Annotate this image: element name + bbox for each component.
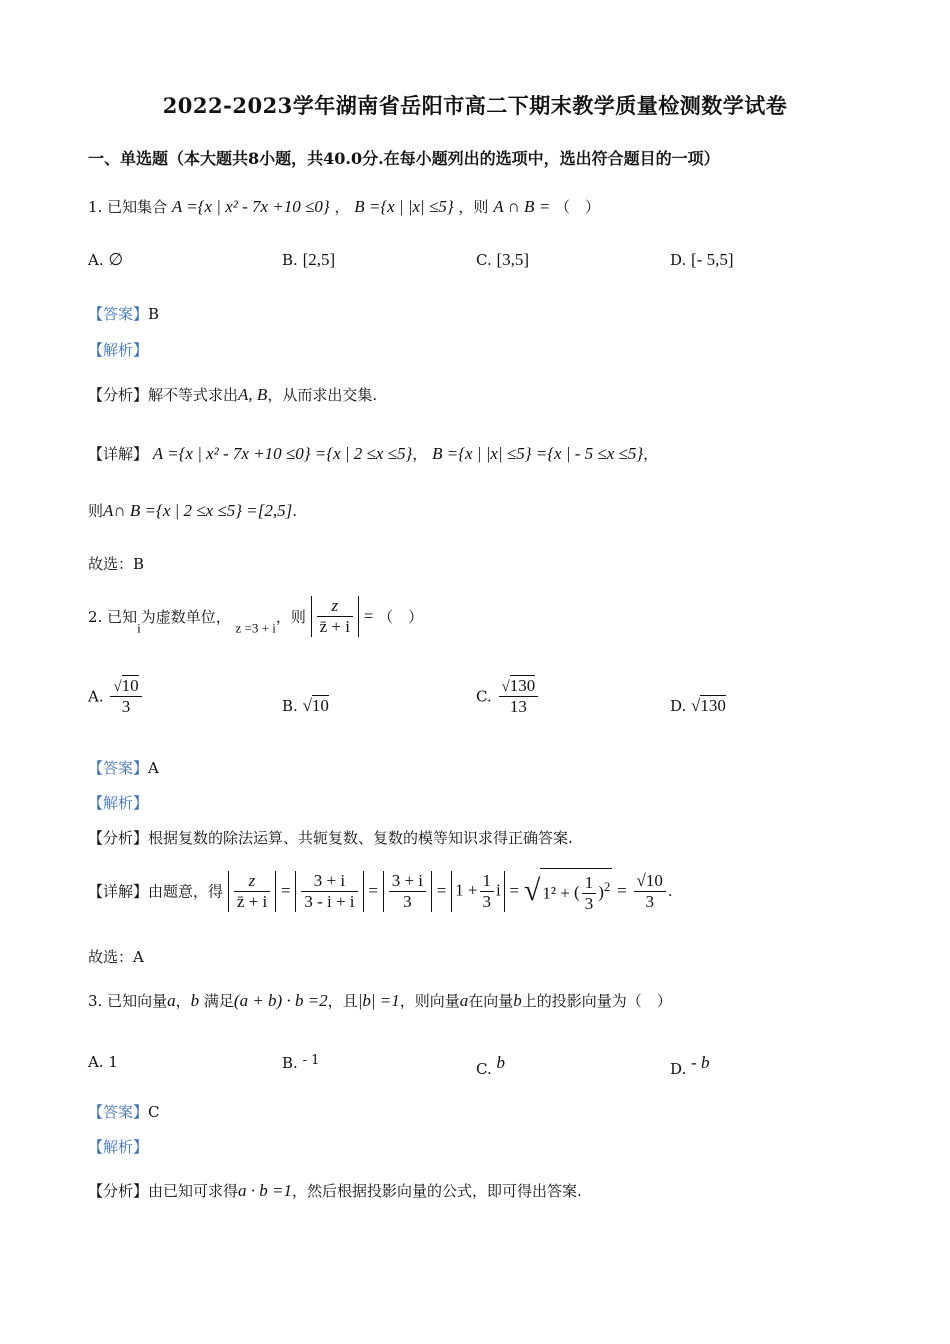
q2-choose: 故选：A bbox=[88, 948, 144, 966]
sqrt-radicand: 10 bbox=[311, 696, 329, 715]
q3-option-c bbox=[476, 1053, 505, 1078]
frac-den: 3 bbox=[482, 891, 491, 911]
q2-option-a bbox=[88, 676, 144, 717]
q3-option-a bbox=[88, 1053, 118, 1071]
q3-stem bbox=[88, 990, 672, 1011]
frac-num: √10 bbox=[634, 871, 666, 892]
q2-eq: = bbox=[363, 606, 374, 626]
analysis-text: 由已知可求得 bbox=[148, 1182, 239, 1200]
detail-frac-1 bbox=[234, 871, 270, 912]
detail-one: 1 + bbox=[455, 879, 478, 899]
q1-option-d bbox=[670, 250, 734, 270]
frac-den: z̄ + i bbox=[319, 617, 350, 636]
option-value: ∅ bbox=[108, 250, 124, 269]
frac-num: 3 + i bbox=[301, 871, 357, 892]
option-value: [3,5] bbox=[496, 250, 530, 269]
frac-den: 3 bbox=[121, 697, 131, 716]
q1-jiexi: 【解析】 bbox=[88, 341, 149, 359]
analysis-text-end: ，从而求出交集. bbox=[267, 386, 378, 404]
frac-den: 13 bbox=[509, 697, 527, 716]
detail-frac-4 bbox=[480, 871, 495, 912]
analysis-tag: 【分析】 bbox=[88, 386, 149, 404]
q2-jiexi: 【解析】 bbox=[88, 794, 149, 812]
option-fraction bbox=[110, 676, 141, 717]
detail-comma: ， bbox=[643, 445, 659, 463]
q1-choose: 故选：B bbox=[88, 555, 145, 573]
q3-stem-satisfy: 满足 bbox=[203, 992, 234, 1010]
q1-option-a bbox=[88, 250, 123, 270]
q3-analysis bbox=[88, 1180, 582, 1201]
q1-stem bbox=[88, 196, 600, 217]
q1-stem-text: 1. 已知集合 bbox=[88, 198, 168, 216]
option-label: D. bbox=[670, 697, 687, 715]
q1-detail-result bbox=[88, 500, 297, 521]
q2-i: i bbox=[137, 620, 141, 636]
analysis-math: a · b =1 bbox=[238, 1181, 293, 1200]
q3-vec-b2: b bbox=[513, 991, 522, 1010]
detail-comma: ， bbox=[412, 445, 428, 463]
detail-frac-result bbox=[634, 871, 666, 912]
sqrt-radicand: 130 bbox=[700, 696, 726, 715]
frac-num: z bbox=[317, 596, 353, 617]
option-value: b bbox=[496, 1053, 505, 1072]
option-value: [- 5,5] bbox=[691, 250, 734, 269]
frac-den: 3 bbox=[403, 891, 412, 911]
detail-math-c: A∩ B ={x | 2 ≤x ≤5} =[2,5] bbox=[103, 501, 293, 520]
answer-value: B bbox=[148, 305, 160, 323]
detail-then: 则 bbox=[88, 502, 104, 520]
detail-abs-2 bbox=[295, 871, 363, 912]
detail-tag: 【详解】 bbox=[88, 445, 149, 463]
option-label: D. bbox=[670, 251, 687, 269]
q3-vec-b: b bbox=[190, 991, 200, 1010]
detail-sqrt: √ 1² + ( $\frac{1}{3}$ )$^2$ bbox=[524, 868, 613, 914]
q2-answer bbox=[88, 757, 159, 778]
q3-vec-a: a bbox=[167, 991, 176, 1010]
q2-stem-unit: 为虚数单位， bbox=[140, 608, 231, 626]
q1-option-c bbox=[476, 250, 529, 270]
detail-frac-5 bbox=[582, 873, 597, 914]
section-heading: 一、单选题（本大题共8小题，共40.0分.在每小题列出的选项中，选出符合题目的一项） bbox=[88, 149, 720, 168]
q3-jiexi: 【解析】 bbox=[88, 1138, 149, 1156]
detail-frac-3 bbox=[389, 871, 426, 912]
frac-num: √130 bbox=[499, 676, 539, 697]
option-label: B. bbox=[282, 1054, 298, 1072]
answer-tag: 【答案】 bbox=[88, 759, 149, 777]
q3-stem-text: 3. 已知向量 bbox=[88, 992, 168, 1010]
analysis-tag: 【分析】 bbox=[88, 1182, 149, 1200]
detail-text: 由题意，得 bbox=[148, 882, 224, 901]
frac-num: z bbox=[234, 871, 270, 892]
q1-detail bbox=[88, 443, 658, 464]
q2-option-b: B. √10 bbox=[282, 696, 329, 715]
detail-abs-3 bbox=[383, 871, 432, 912]
frac-num: 1 bbox=[480, 871, 495, 892]
q3-condition-2: |b| =1 bbox=[357, 991, 400, 1010]
frac-num: 3 + i bbox=[389, 871, 426, 892]
q3-sep: ， bbox=[175, 992, 191, 1010]
answer-tag: 【答案】 bbox=[88, 305, 149, 323]
q1-stem-then: ，则 bbox=[458, 198, 489, 216]
detail-math-b: B ={x | |x| ≤5} ={x | - 5 ≤x ≤5} bbox=[432, 444, 644, 463]
option-label: C. bbox=[476, 687, 492, 706]
q2-detail: 【详解】由题意，得 $\frac{z}{z̄ + i}$ = $\frac{3 + i}{3 - i + i}$ = $\frac{3 + i}{3}$ = 1 + $\frac{1}{3}$ i = √ 1² + ( $\frac{1}{3}$ )$^2$ = $\frac{√10}{3}$ . bbox=[88, 868, 673, 914]
exam-title: 2022-2023学年湖南省岳阳市高二下期末教学质量检测数学试卷 bbox=[162, 93, 788, 118]
q2-z-def: z =3 + i bbox=[235, 620, 276, 636]
option-label: C. bbox=[476, 251, 492, 269]
q3-stem-vector: ，则向量 bbox=[399, 992, 460, 1010]
analysis-text: 解不等式求出 bbox=[148, 386, 239, 404]
q3-stem-on: 在向量 bbox=[468, 992, 514, 1010]
q2-abs bbox=[311, 596, 359, 637]
analysis-math: A, B bbox=[238, 385, 268, 404]
q2-paren: （ ） bbox=[378, 608, 424, 626]
option-label: A. bbox=[88, 687, 104, 706]
frac-num: 1 bbox=[582, 873, 597, 894]
option-value: - 1 bbox=[302, 1053, 320, 1068]
option-label: A. bbox=[88, 251, 104, 269]
analysis-text: 根据复数的除法运算、共轭复数、复数的模等知识求得正确答案. bbox=[148, 829, 573, 847]
q2-stem-text: 2. 已知 bbox=[88, 608, 138, 626]
frac-den: z̄ + i bbox=[236, 891, 268, 911]
sqrt-radicand: 130 bbox=[509, 676, 536, 695]
q3-condition-1: (a + b) · b =2 bbox=[233, 991, 328, 1010]
detail-period: . bbox=[292, 502, 298, 520]
answer-value: C bbox=[148, 1103, 160, 1121]
q3-option-d bbox=[670, 1053, 709, 1078]
answer-value: A bbox=[148, 759, 159, 777]
frac-den: 3 bbox=[645, 891, 654, 911]
detail-math-a: A ={x | x² - 7x +10 ≤0} ={x | 2 ≤x ≤5} bbox=[152, 444, 413, 463]
q1-option-b bbox=[282, 250, 335, 270]
q1-comma: ， bbox=[334, 198, 350, 216]
q2-option-d: D. √130 bbox=[670, 696, 726, 715]
detail-radicand: 1² + ( $\frac{1}{3}$ )$^2$ bbox=[540, 868, 612, 914]
q2-analysis bbox=[88, 827, 573, 848]
q3-answer bbox=[88, 1101, 160, 1122]
q1-expression: A ∩ B = bbox=[493, 197, 551, 216]
q2-option-c bbox=[476, 676, 540, 717]
detail-abs-4 bbox=[451, 871, 505, 912]
q2-stem-then: ，则 bbox=[275, 608, 306, 626]
q2-fraction bbox=[317, 596, 353, 637]
option-value: - b bbox=[691, 1053, 710, 1072]
analysis-tag: 【分析】 bbox=[88, 829, 149, 847]
option-label: A. bbox=[88, 1053, 104, 1071]
detail-period: . bbox=[667, 882, 673, 900]
q1-answer bbox=[88, 303, 159, 324]
answer-tag: 【答案】 bbox=[88, 1103, 149, 1121]
frac-den: 3 - i + i bbox=[304, 891, 355, 911]
q1-analysis bbox=[88, 384, 377, 405]
option-label: D. bbox=[670, 1060, 687, 1078]
detail-one-sq: 1² + bbox=[542, 883, 570, 903]
option-fraction bbox=[499, 676, 539, 717]
sqrt-radicand: 10 bbox=[121, 676, 139, 695]
option-value: [2,5] bbox=[302, 250, 336, 269]
detail-i: i bbox=[496, 879, 501, 899]
detail-frac-2 bbox=[301, 871, 357, 912]
q1-paren: （ ） bbox=[554, 198, 600, 216]
option-label: B. bbox=[282, 697, 298, 715]
frac-den: 3 bbox=[584, 894, 594, 913]
q2-stem bbox=[88, 596, 423, 637]
q1-set-b: B ={x | |x| ≤5} bbox=[354, 197, 454, 216]
analysis-text-end: ，然后根据投影向量的公式，即可得出答案. bbox=[292, 1182, 582, 1200]
q3-stem-and: ，且 bbox=[327, 992, 358, 1010]
detail-tag: 【详解】 bbox=[88, 882, 149, 901]
q3-stem-end: 上的投影向量为（ ） bbox=[521, 992, 672, 1010]
option-label: C. bbox=[476, 1060, 492, 1078]
detail-abs-1 bbox=[228, 871, 276, 912]
q3-vec-a2: a bbox=[459, 991, 469, 1010]
frac-num: √10 bbox=[110, 676, 141, 697]
option-label: B. bbox=[282, 251, 298, 269]
q3-option-b bbox=[282, 1053, 319, 1072]
q1-set-a: A ={x | x² - 7x +10 ≤0} bbox=[171, 197, 330, 216]
option-value: 1 bbox=[108, 1053, 118, 1071]
